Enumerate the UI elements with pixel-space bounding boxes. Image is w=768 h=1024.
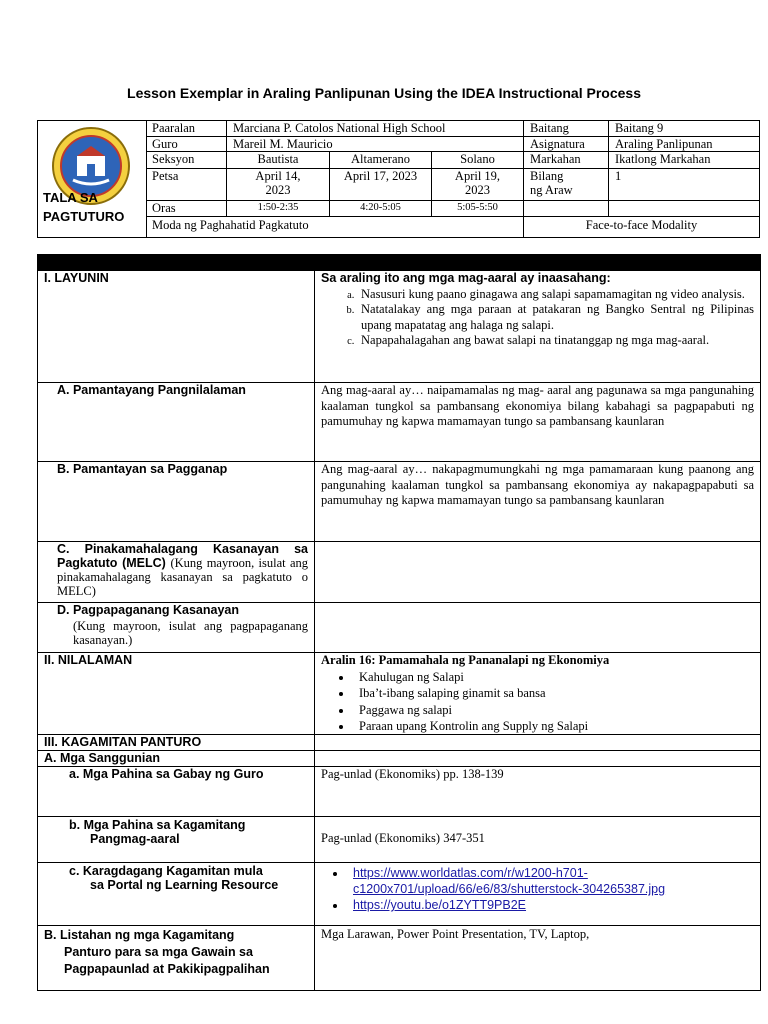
nilalaman-item: • Iba’t-ibang salaping ginamit sa bansa xyxy=(353,685,754,702)
kagamitang-label-line2: Pangmag-aaral xyxy=(90,832,180,846)
listahan-row xyxy=(38,926,760,990)
date-3: April 19, 2023 xyxy=(432,169,524,201)
kagamitang-label-line1: b. Mga Pahina sa Kagamitang xyxy=(69,818,246,832)
tala-sa-pagtuturo-label xyxy=(43,188,124,226)
nilalaman-item: • Kahulugan ng Salapi xyxy=(353,669,754,686)
time-1: 1:50-2:35 xyxy=(227,201,330,217)
layunin-lead: Sa araling ito ang mga mag-aaral ay inaasahang: xyxy=(321,271,611,285)
kagamitang-row xyxy=(38,817,760,863)
melc-label-bold: C. Pinakamahalagang Kasanayan sa Pagkatuto (MELC) xyxy=(57,542,308,570)
gabay-label: a. Mga Pahina sa Gabay ng Guro xyxy=(38,767,315,816)
pagpapaganang-label-note: (Kung mayroon, isulat ang pagpapaganang kasanayan.) xyxy=(73,619,308,647)
blank-oras-2 xyxy=(609,201,759,217)
baitang-label: Baitang xyxy=(524,121,609,137)
melc-value xyxy=(315,542,760,602)
time-2: 4:20-5:05 xyxy=(330,201,432,217)
melc-row xyxy=(38,542,760,603)
nilalaman-item: • Paraan upang Kontrolin ang Supply ng Salapi xyxy=(353,718,754,735)
baitang-value: Baitang 9 xyxy=(609,121,759,137)
nilalaman-lead: Aralin 16: Pamamahala ng Pananalapi ng Ekonomiya xyxy=(321,653,610,667)
listahan-label-line1: B. Listahan ng mga Kagamitang xyxy=(44,928,235,942)
pagpapaganang-label xyxy=(38,603,315,652)
petsa-label: Petsa xyxy=(146,169,227,201)
layunin-row xyxy=(38,271,760,383)
karagdagang-label-line2: sa Portal ng Learning Resource xyxy=(90,878,279,892)
link-item xyxy=(347,865,754,897)
pamantayan-pagganap-text: Ang mag-aaral ay… nakapagmumungkahi ng mga pamamaraan kung paanong ang pangunahing kaalaman tungkol sa pambansang ekonomiya ay nakapagpapabuti sa pamumuhay ng kapwa mamamayan tungo sa pambansang kaunlaran xyxy=(321,462,754,507)
table-header-bar xyxy=(38,255,760,271)
pamantayan-pagganap-row xyxy=(38,462,760,542)
melc-label-note: (Kung mayroon, isulat ang pinakamahalagang kasanayan sa pagkatuto o MELC) xyxy=(57,556,308,598)
kagamitan-label: III. KAGAMITAN PANTURO xyxy=(38,735,315,750)
sanggunian-label: A. Mga Sanggunian xyxy=(38,751,315,766)
layunin-item: c. Napapahalagahan ang bawat salapi na tinatanggap ng mga mag-aaral. xyxy=(357,333,754,349)
layunin-label: I. LAYUNIN xyxy=(38,271,315,382)
sanggunian-value xyxy=(315,751,760,766)
moda-value: Face-to-face Modality xyxy=(585,218,698,232)
listahan-label-line3: Pagpapaunlad at Pakikipagpalihan xyxy=(64,962,270,976)
layunin-list xyxy=(321,287,754,349)
pagpapaganang-value xyxy=(315,603,760,652)
karagdagang-links xyxy=(315,863,760,925)
asignatura-label: Asignatura xyxy=(524,137,609,152)
bilang-label: Bilang ng Araw xyxy=(524,169,609,201)
pamantayang-pangnilalaman-row xyxy=(38,383,760,462)
melc-label xyxy=(38,542,315,602)
kagamitang-value: Pag-unlad (Ekonomiks) 347-351 xyxy=(321,831,485,845)
nilalaman-label: II. NILALAMAN xyxy=(38,653,315,734)
paaralan-value: Marciana P. Catolos National High School xyxy=(227,121,524,137)
kagamitan-row xyxy=(38,735,760,751)
pamantayan-pagganap-label: B. Pamantayan sa Pagganap xyxy=(38,462,315,541)
paaralan-label: Paaralan xyxy=(146,121,227,137)
guro-label: Guro xyxy=(146,137,227,152)
kagamitang-label xyxy=(38,817,315,862)
blank-oras-1 xyxy=(524,201,609,217)
kagamitan-value xyxy=(315,735,760,750)
layunin-item: b. Natatalakay ang mga paraan at patakaran ng Bangko Sentral ng Pilipinas upang mapatatag ang halaga ng salapi. xyxy=(357,302,754,333)
link-item xyxy=(347,897,754,913)
tala-line-1: TALA SA xyxy=(43,190,98,205)
oras-label: Oras xyxy=(146,201,227,217)
pamantayang-pangnilalaman-text: Ang mag-aaral ay… naipamamalas ng mag- aaral ang pagunawa sa mga pangunahing kaalaman tungkol sa pambansang ekonomiya bilang kabahagi sa pagpapabuti ng pamumuhay ng kapwa mamamayan tungo sa pambansang kaunlaran xyxy=(321,383,754,428)
gabay-row xyxy=(38,767,760,817)
karagdagang-row xyxy=(38,863,760,926)
gabay-value: Pag-unlad (Ekonomiks) pp. 138-139 xyxy=(321,767,504,781)
nilalaman-list xyxy=(321,669,754,735)
listahan-label xyxy=(38,926,315,990)
sanggunian-row xyxy=(38,751,760,767)
bilang-value: 1 xyxy=(609,169,759,201)
pagpapaganang-label-bold: D. Pagpapaganang Kasanayan xyxy=(57,603,240,617)
section-solano: Solano xyxy=(432,152,524,169)
nilalaman-content xyxy=(315,653,760,734)
lesson-plan-table xyxy=(37,254,761,991)
layunin-item: a. Nasusuri kung paano ginagawa ang salapi sapamamagitan ng video analysis. xyxy=(357,287,754,303)
pagpapaganang-row xyxy=(38,603,760,653)
seksyon-label: Seksyon xyxy=(146,152,227,169)
tala-line-2: PAGTUTURO xyxy=(43,209,125,224)
listahan-value: Mga Larawan, Power Point Presentation, TV, Laptop, xyxy=(321,927,590,941)
school-logo-cell xyxy=(38,121,147,237)
nilalaman-row xyxy=(38,653,760,735)
guro-value: Mareil M. Mauricio xyxy=(227,137,524,152)
section-altamerano: Altamerano xyxy=(330,152,432,169)
document-title: Lesson Exemplar in Araling Panlipunan Using the IDEA Instructional Process xyxy=(127,85,641,101)
karagdagang-label-line1: c. Karagdagang Kagamitan mula xyxy=(69,864,263,878)
karagdagang-label xyxy=(38,863,315,925)
section-bautista: Bautista xyxy=(227,152,330,169)
date-2: April 17, 2023 xyxy=(330,169,432,201)
moda-label: Moda ng Paghahatid Pagkatuto xyxy=(146,217,524,237)
listahan-label-line2: Panturo para sa mga Gawain sa xyxy=(64,945,253,959)
layunin-content xyxy=(315,271,760,382)
markahan-label: Markahan xyxy=(524,152,609,169)
youtube-link[interactable]: https://youtu.be/o1ZYTT9PB2E xyxy=(353,898,527,912)
pamantayang-pangnilalaman-label: A. Pamantayang Pangnilalaman xyxy=(38,383,315,461)
markahan-value: Ikatlong Markahan xyxy=(609,152,759,169)
lesson-header-table xyxy=(37,120,760,238)
links-list xyxy=(321,865,754,913)
nilalaman-item: • Paggawa ng salapi xyxy=(353,702,754,719)
asignatura-value: Araling Panlipunan xyxy=(609,137,759,152)
date-1: April 14, 2023 xyxy=(227,169,330,201)
time-3: 5:05-5:50 xyxy=(432,201,524,217)
worldatlas-link[interactable]: https://www.worldatlas.com/r/w1200-h701-c1200x701/upload/66/e6/83/shutterstock-304265387.jpg xyxy=(353,866,666,896)
